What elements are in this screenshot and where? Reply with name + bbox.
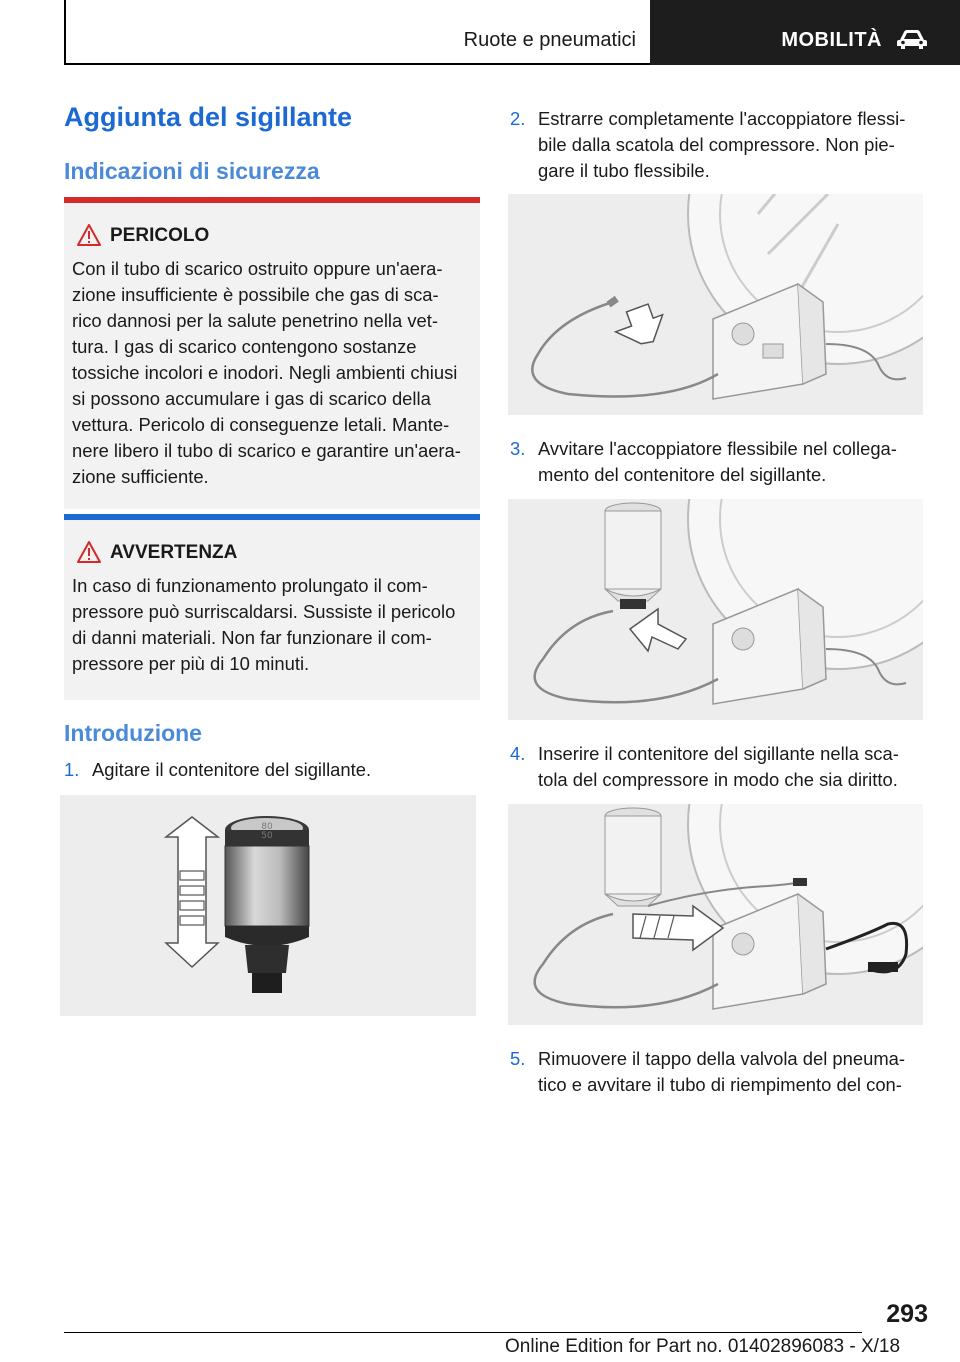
step-line: tico e avvitare il tubo di riempimento del con- xyxy=(538,1074,902,1095)
danger-line: zione insufficiente è possibile che gas di sca- xyxy=(72,284,439,305)
warning-line: pressore per più di 10 minuti. xyxy=(72,653,310,674)
page-title: Aggiunta del sigillante xyxy=(64,102,353,132)
step-number: 4. xyxy=(510,743,526,764)
step-line: Rimuovere il tappo della valvola del pneuma- xyxy=(538,1048,905,1069)
step-text xyxy=(538,741,899,793)
danger-line: tossiche incolori e inodori. Negli ambienti chiusi xyxy=(72,362,458,383)
figure-pull-hose xyxy=(508,194,923,415)
step-number: 2. xyxy=(510,108,526,129)
danger-line: nere libero il tubo di scarico e garantire un'aera- xyxy=(72,440,461,461)
bottle-label-top: 80 xyxy=(261,822,273,832)
header-section-title: Ruote e pneumatici xyxy=(463,29,636,51)
header-chapter-label: MOBILITÀ xyxy=(781,29,882,51)
step-line: Inserire il contenitore del sigillante nella sca- xyxy=(538,743,899,764)
step-number: 3. xyxy=(510,438,526,459)
warning-notice-box xyxy=(64,514,480,700)
header-divider-left xyxy=(64,0,66,65)
figure-shake-bottle xyxy=(60,795,476,1016)
danger-line: zione sufficiente. xyxy=(72,466,209,487)
warning-line: di danni materiali. Non far funzionare il com- xyxy=(72,627,432,648)
danger-notice-text xyxy=(72,256,476,490)
warning-triangle-icon xyxy=(76,223,102,247)
danger-line: Con il tubo di scarico ostruito oppure un'aera- xyxy=(72,258,443,279)
danger-notice-box xyxy=(64,197,480,509)
warning-line: pressore può surriscaldarsi. Sussiste il pericolo xyxy=(72,601,456,622)
step-line: Avvitare l'accoppiatore flessibile nel collega- xyxy=(538,438,897,459)
danger-line: si possono accumulare i gas di scarico della xyxy=(72,388,431,409)
warning-line: In caso di funzionamento prolungato il com- xyxy=(72,575,428,596)
warning-notice-title: AVVERTENZA xyxy=(110,542,238,563)
step-line: mento del contenitore del sigillante. xyxy=(538,464,827,485)
danger-line: vettura. Pericolo di conseguenze letali. Mante- xyxy=(72,414,450,435)
step-text xyxy=(538,1046,905,1098)
footer-edition: Online Edition for Part no. 01402896083 - X/18 xyxy=(505,1336,901,1357)
step-line: bile dalla scatola del compressore. Non pie- xyxy=(538,134,895,155)
step-number: 5. xyxy=(510,1048,526,1069)
step-line: Agitare il contenitore del sigillante. xyxy=(92,759,372,780)
step-text xyxy=(538,436,897,488)
step-text xyxy=(92,757,371,783)
danger-line: rico dannosi per la salute penetrino nella vet- xyxy=(72,310,438,331)
step-text xyxy=(538,106,905,184)
step-line: tola del compressore in modo che sia diritto. xyxy=(538,769,898,790)
car-icon xyxy=(896,28,928,50)
step-line: Estrarre completamente l'accoppiatore flessi- xyxy=(538,108,906,129)
warning-notice-text xyxy=(72,573,476,677)
section-subtitle-safety: Indicazioni di sicurezza xyxy=(64,158,320,184)
header-chapter-tab xyxy=(650,0,960,65)
step-number: 1. xyxy=(64,759,80,780)
figure-insert-container xyxy=(508,804,923,1025)
section-subtitle-intro: Introduzione xyxy=(64,720,202,746)
header-rule xyxy=(64,63,650,65)
footer-rule xyxy=(64,1332,862,1333)
danger-notice-title: PERICOLO xyxy=(110,225,210,246)
danger-line: tura. I gas di scarico contengono sostanze xyxy=(72,336,417,357)
step-line: gare il tubo flessibile. xyxy=(538,160,710,181)
warning-triangle-icon xyxy=(76,540,102,564)
bottle-label-bottom: 50 xyxy=(261,831,273,841)
page-number: 293 xyxy=(886,1300,928,1328)
figure-attach-coupler xyxy=(508,499,923,720)
